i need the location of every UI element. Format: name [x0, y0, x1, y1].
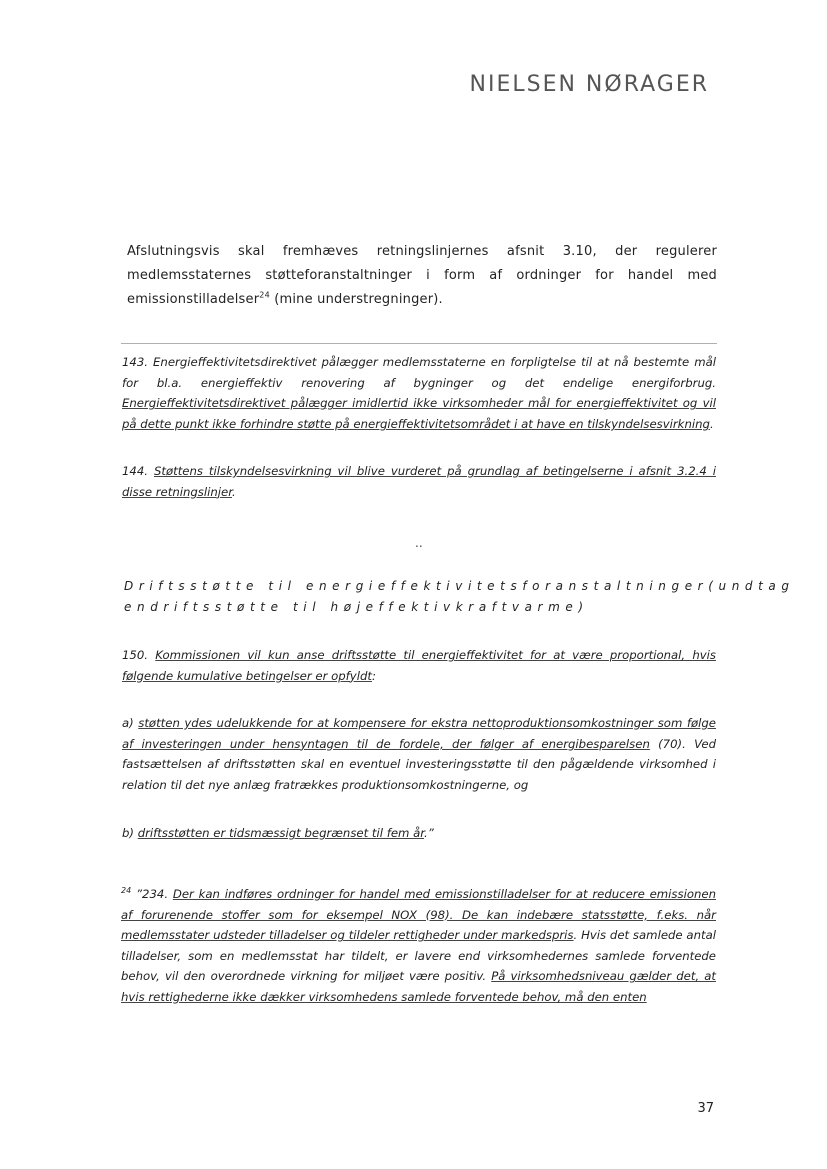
footnote-underlined-1: Der kan indføres ordninger for handel med emissionstilladelser for at reducere emissionen af forurenende stoffer som for eksempel NOX (98). De kan indebære statsstøtte, f.eks. når medlemsstater udsteder tilladelser og tildeler rettigheder under markedspris — [121, 887, 716, 943]
intro-text: Afslutningsvis skal fremhæves retningslinjernes afsnit 3.10, der regulerer medlemsstaternes støtteforanstaltninger i form af ordninger for handel med emissionstilladelser — [127, 244, 717, 307]
section-heading-line-1: Driftsstøtte til energieffektivitetsforanstaltninger(undtag — [124, 579, 795, 593]
p150-number: 150. — [122, 648, 156, 662]
condition-a-label: a) — [122, 716, 139, 730]
footnote-24 — [121, 884, 716, 1008]
p150-underlined: Kommissionen vil kun anse driftsstøtte til energieffektivitet for at være proportional, hvis følgende kumulative betingelser er opfyldt — [122, 648, 716, 683]
p143-text: 143. Energieffektivitetsdirektivet pålægger medlemsstaterne en forpligtelse til at nå bestemte mål for bl.a. energieffektiv renovering af bygninger og det endelige energiforbrug. — [122, 355, 716, 390]
condition-b — [122, 823, 716, 844]
p144-end: . — [231, 484, 236, 499]
section-heading-line-2: endriftsstøtte til højeffektivkraftvarme) — [124, 600, 589, 614]
footnote-text: . Hvis det samlede antal tilladelser, som en medlemsstat har tildelt, er lavere end virksomhedernes samlede forventede behov, vil den overordnede virkning for miljøet være positiv. — [121, 928, 716, 984]
quote-divider — [121, 343, 717, 344]
p143-underlined: Energieffektivitetsdirektivet pålægger imidlertid ikke virksomheder mål for energieffektivitet og vil på dette punkt ikke forhindre støtte på energieffektivitetsområdet i at have en tilskyndelsesvirkning — [122, 396, 716, 432]
condition-a-underlined: støtten ydes udelukkende for at kompensere for ekstra nettoproduktionsomkostninger som følge af investeringen under hensyntagen til de fordele, der følger af energibesparelsen — [122, 716, 717, 751]
brand-logo: NIELSEN NØRAGER — [469, 72, 709, 97]
footnote-underlined-2: På virksomhedsniveau gælder det, at hvis rettighederne ikke dækker virksomhedens samlede forventede behov, må den enten — [121, 969, 716, 1004]
condition-b-label: b) — [122, 826, 138, 840]
omission-dots: .. — [415, 536, 423, 550]
intro-text-end: (mine understregninger). — [269, 292, 443, 307]
p150-end: : — [371, 668, 376, 683]
paragraph-144 — [122, 461, 716, 502]
p144-underlined: Støttens tilskyndelsesvirkning vil blive vurderet på grundlag af betingelserne i afsnit 3.2.4 i disse retningslinjer — [122, 464, 716, 499]
condition-b-end: .” — [424, 826, 434, 840]
condition-a — [122, 713, 716, 796]
p144-number: 144. — [122, 464, 154, 478]
p143-end: . — [709, 417, 714, 432]
condition-a-text: (70). Ved fastsættelsen af driftsstøtten skal en eventuel investeringsstøtte til den pågældende virksomhed i relation til det nye anlæg fratrækkes produktionsomkostningerne, og — [122, 736, 716, 793]
paragraph-143 — [122, 352, 716, 435]
page-number: 37 — [697, 1101, 714, 1116]
intro-paragraph — [127, 240, 717, 312]
footnote-lead: ”234. — [131, 887, 173, 901]
footnote-reference[interactable]: 24 — [259, 290, 270, 300]
paragraph-150 — [122, 645, 716, 686]
footnote-number: 24 — [121, 886, 132, 896]
condition-b-underlined: driftsstøtten er tidsmæssigt begrænset til fem år — [137, 826, 425, 840]
